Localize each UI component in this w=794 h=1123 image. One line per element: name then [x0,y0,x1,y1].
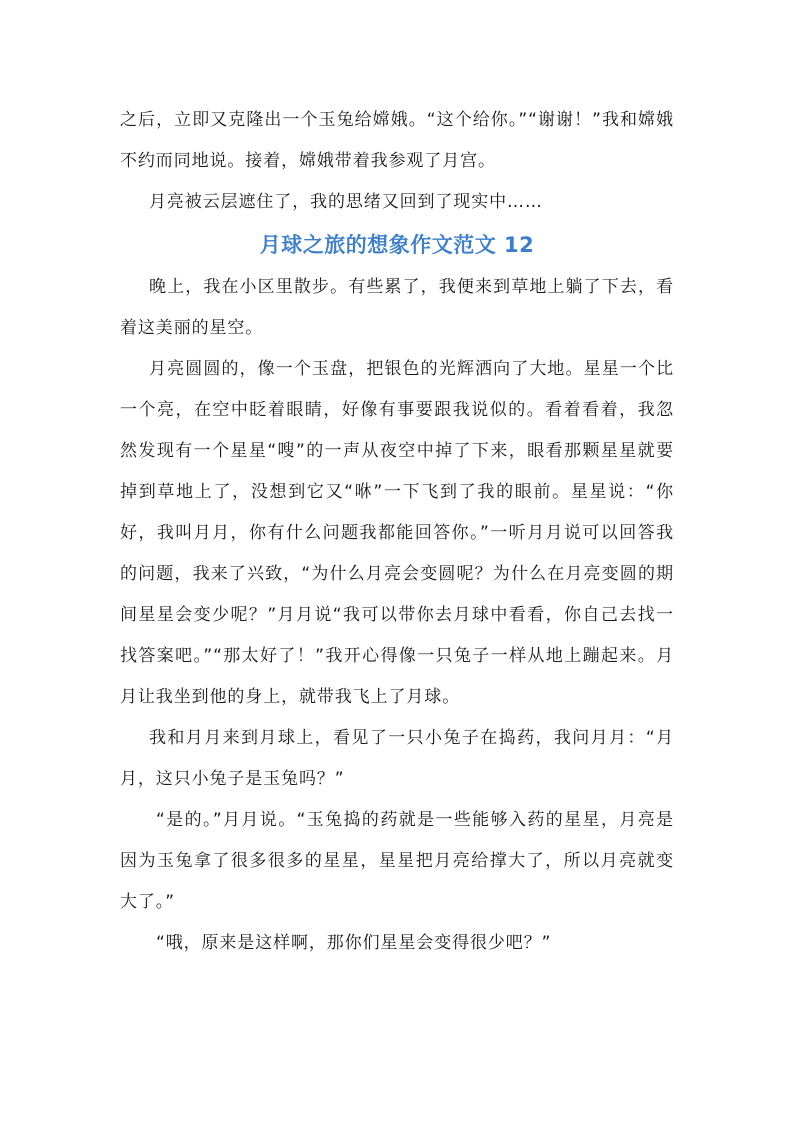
essay-title: 月球之旅的想象作文范文 12 [259,233,535,257]
paragraph-3: 我和月月来到月球上，看见了一只小兔子在捣药，我问月月：“月月，这只小兔子是玉兔吗？” [120,728,674,789]
paragraph-back-to-reality: 月亮被云层遮住了，我的思绪又回到了现实中…… [149,192,543,212]
paragraph-2: 月亮圆圆的，像一个玉盘，把银色的光辉洒向了大地。星星一个比一个亮，在空中眨着眼睛，好像有事要跟我说似的。看着看着，我忽然发现有一个星星“嗖”的一声从夜空中掉了下来，眼看那颗星星就要掉到草地上了，没想到它又“咻”一下飞到了我的眼前。星星说：“你好，我叫月月，你有什么问题我都能回答你。”一听月月说可以回答我的问题，我来了兴致，“为什么月亮会变圆呢？为什么在月亮变圆的期间星星会变少呢？”月月说“我可以带你去月球中看看，你自己去找一找答案吧。”“那太好了！”我开心得像一只兔子一样从地上蹦起来。月月让我坐到他的身上，就带我飞上了月球。 [120,359,674,707]
paragraph-4: “是的。”月月说。“玉兔捣的药就是一些能够入药的星星，月亮是因为玉兔拿了很多很多的星星，星星把月亮给撑大了，所以月亮就变大了。” [120,810,674,912]
paragraph-5: “哦，原来是这样啊，那你们星星会变得很少吧？” [156,933,552,953]
paragraph-continuation: 之后，立即又克隆出一个玉兔给嫦娥。“这个给你。”“谢谢！”我和嫦娥不约而同地说。接着，嫦娥带着我参观了月宫。 [120,110,674,171]
paragraph-1: 晚上，我在小区里散步。有些累了，我便来到草地上躺了下去，看着这美丽的星空。 [120,277,674,338]
